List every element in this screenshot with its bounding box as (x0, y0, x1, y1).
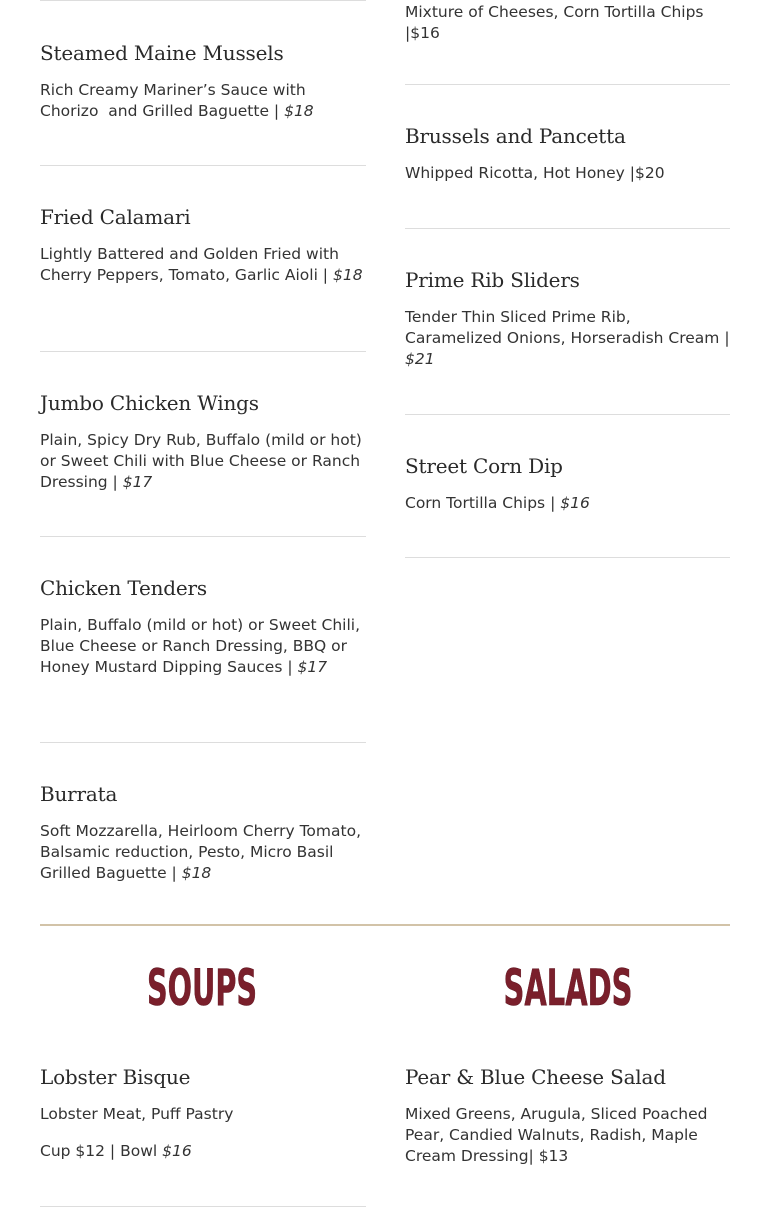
item-separator (405, 228, 730, 229)
menu-item (40, 204, 366, 286)
menu-item (405, 453, 730, 514)
soups-heading-text: SOUPS (147, 959, 257, 1017)
menu-item-description: Soft Mozzarella, Heirloom Cherry Tomato, Balsamic reduction, Pesto, Micro Basil Grilled Baguette | $18 (40, 822, 361, 882)
menu-item-description: Whipped Ricotta, Hot Honey |$20 (405, 164, 665, 182)
menu-item-price: $16 (162, 1142, 192, 1160)
item-separator (40, 1206, 366, 1207)
menu-item-description: Tender Thin Sliced Prime Rib, Caramelized Onions, Horseradish Cream | $21 (405, 308, 730, 368)
menu-item (40, 40, 366, 122)
menu-item (405, 267, 730, 370)
menu-item-name: Burrata (40, 782, 118, 806)
item-separator (40, 351, 366, 352)
menu-item (405, 123, 730, 184)
soups-column (40, 1064, 366, 1215)
menu-item (40, 1064, 366, 1162)
menu-item-price: $18 (181, 864, 212, 882)
menu-item-name: Chicken Tenders (40, 576, 207, 600)
salads-heading-text: SALADS (503, 959, 633, 1017)
menu-item-price-line: Cup $12 | Bowl $16 (40, 1142, 192, 1160)
menu-item-description: Rich Creamy Mariner’s Sauce with Chorizo and Grilled Baguette | $18 (40, 81, 314, 120)
menu-item-price: $17 (122, 473, 153, 491)
menu-item (40, 390, 366, 493)
menu-item-price: $18 (332, 266, 363, 284)
menu-item (40, 781, 366, 884)
soups-heading (140, 955, 265, 1017)
menu-item-name: Brussels and Pancetta (405, 124, 626, 148)
menu-item-description: Lobster Meat, Puff Pastry (40, 1105, 234, 1123)
menu-item-name: Steamed Maine Mussels (40, 41, 284, 65)
menu-item-name: Lobster Bisque (40, 1065, 191, 1089)
menu-item-description: Mixture of Cheeses, Corn Tortilla Chips |$16 (405, 3, 704, 42)
menu-item (405, 0, 730, 44)
menu-item-name: Pear & Blue Cheese Salad (405, 1065, 666, 1089)
section-divider (40, 924, 730, 926)
menu-item (405, 1064, 730, 1167)
menu-item-name: Prime Rib Sliders (405, 268, 580, 292)
menu-item-price: $18 (284, 102, 314, 120)
menu-item-description: Lightly Battered and Golden Fried with Cherry Peppers, Tomato, Garlic Aioli | $18 (40, 245, 363, 284)
menu-item-name: Jumbo Chicken Wings (40, 391, 259, 415)
left-menu-column (40, 0, 366, 924)
menu-item-price: $16 (560, 494, 590, 512)
menu-item-name: Street Corn Dip (405, 454, 563, 478)
menu-item-price: $21 (405, 350, 435, 368)
right-menu-column (405, 0, 730, 924)
menu-item-price: $17 (297, 658, 328, 676)
menu-item-description: Plain, Spicy Dry Rub, Buffalo (mild or hot) or Sweet Chili with Blue Cheese or Ranch Dressing | $17 (40, 431, 362, 491)
salads-heading (497, 955, 639, 1017)
menu-item-description: Plain, Buffalo (mild or hot) or Sweet Chili, Blue Cheese or Ranch Dressing, BBQ or Honey Mustard Dipping Sauces | $17 (40, 616, 361, 676)
salads-column (405, 1064, 730, 1215)
item-separator (405, 84, 730, 85)
item-separator (40, 165, 366, 166)
item-separator (40, 0, 366, 1)
menu-item-description: Corn Tortilla Chips | $16 (405, 494, 590, 512)
menu-item-name: Fried Calamari (40, 205, 191, 229)
menu-item (40, 575, 366, 678)
item-separator (40, 742, 366, 743)
item-separator (405, 557, 730, 558)
item-separator (405, 414, 730, 415)
menu-item-description: Mixed Greens, Arugula, Sliced Poached Pear, Candied Walnuts, Radish, Maple Cream Dressing| $13 (405, 1105, 708, 1165)
item-separator (40, 536, 366, 537)
